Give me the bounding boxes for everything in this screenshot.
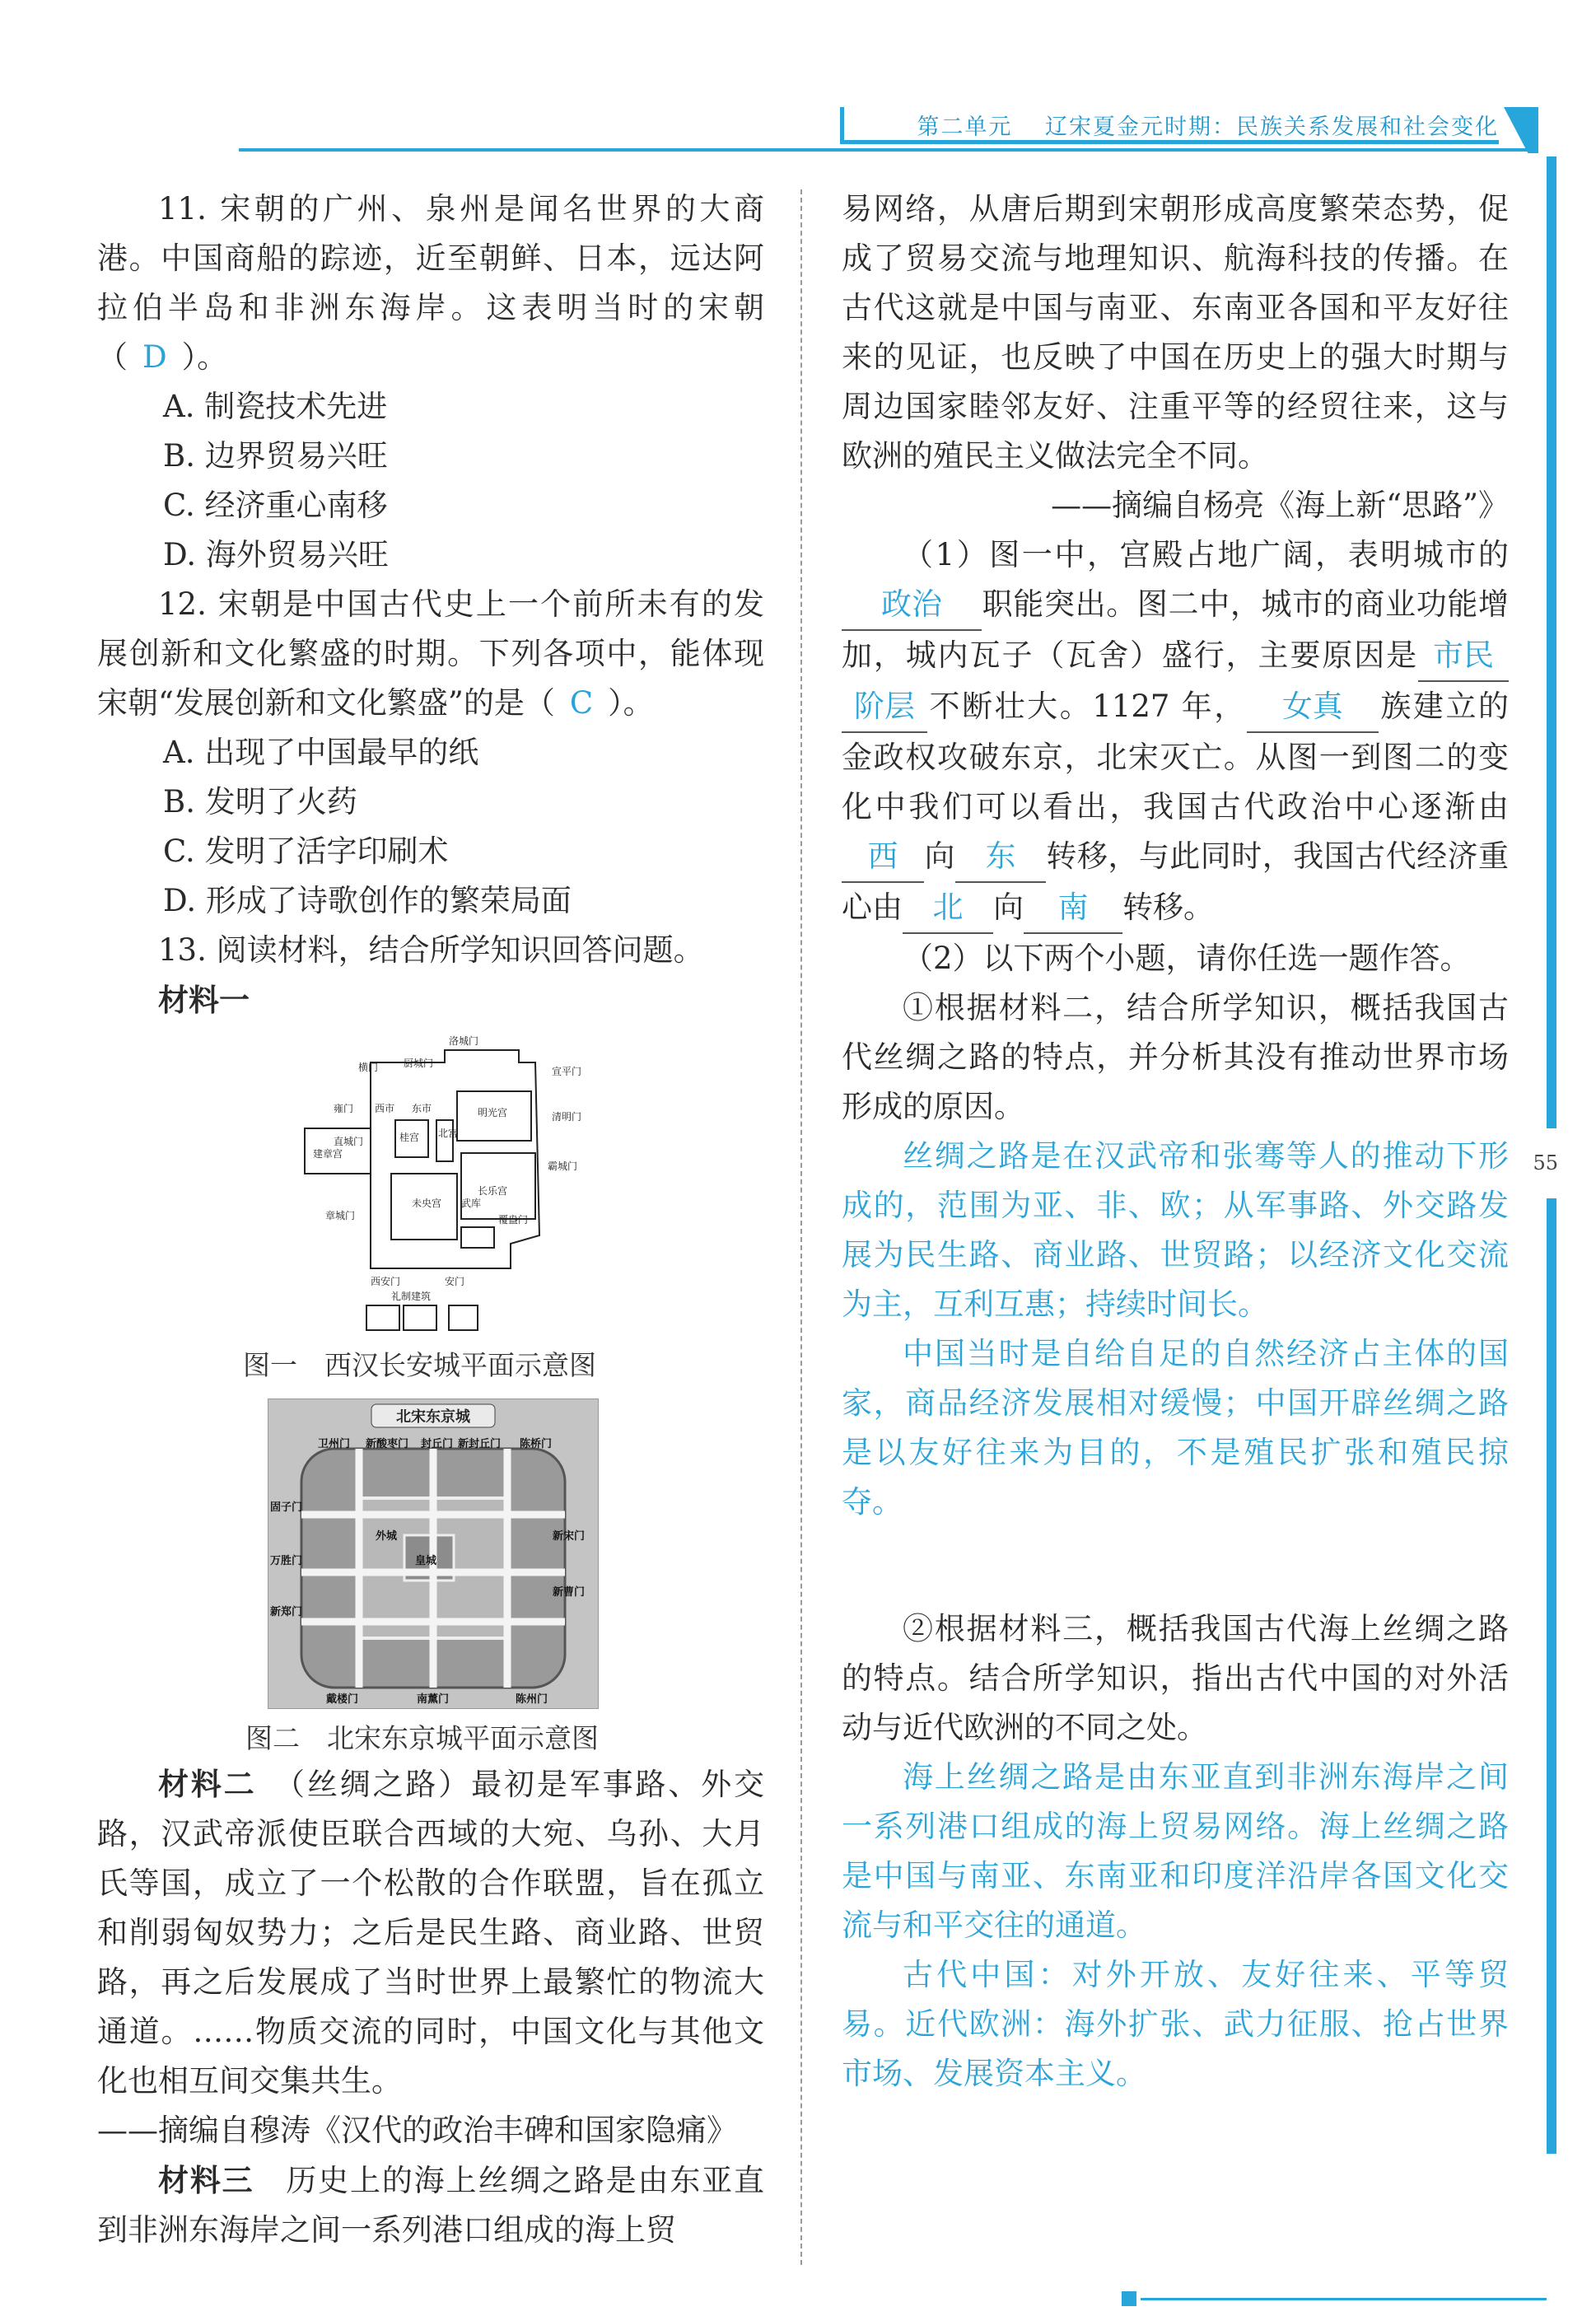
fig1-label-3: 宣平门 [552,1066,582,1077]
option-b-answer-p2: 古代中国：对外开放、友好往来、平等贸易。近代欧洲：海外扩张、武力征服、抢占世界市场、发展资本主义。 [842,1957,1509,2091]
fig1-label-16: 武库 [461,1198,482,1209]
fig1-label-20: 安门 [445,1276,465,1287]
fig1-label-13: 长乐宫 [478,1185,508,1197]
blank-4: 西 [842,832,924,883]
fig2-label-1: 新酸枣门 [366,1438,409,1450]
header-title: 辽宋夏金元时期：民族关系发展和社会变化 [1045,114,1499,140]
material3-source: ——摘编自杨亮《海上新“思路”》 [1051,488,1509,523]
q12-option-b: B. 发明了火药 [163,784,357,819]
fig1-label-9: 北宫 [438,1128,459,1139]
running-header [917,109,1499,141]
sub-question-2: （2）以下两个小题，请你任选一题作答。 [903,941,1471,976]
option-a-answer-p2: 中国当时是自给自足的自然经济占主体的国家，商品经济发展相对缓慢；中国开辟丝绸之路是以友好往来为目的，不是殖民扩张和殖民掠夺。 [842,1336,1509,1520]
fig1-label-21: 礼制建筑 [391,1291,432,1302]
q11-option-c: C. 经济重心南移 [163,488,388,523]
q13-stem: 13. 阅读材料，结合所学知识回答问题。 [158,932,704,968]
fig1-label-6: 东市 [412,1103,432,1114]
q11-option-d: D. 海外贸易兴旺 [163,537,389,572]
blank-7: 南 [1024,883,1122,934]
q12-stem: 12. 宋朝是中国古代史上一个前所未有的发展创新和文化繁盛的时期。下列各项中，能体现宋朝“发展创新和文化繁盛”的是（ C ）。 [97,586,764,721]
q12-option-c: C. 发明了活字印刷术 [163,833,449,869]
left-column-bottom [97,1759,764,2255]
fig1-label-11: 直城门 [334,1136,364,1147]
fig1-label-5: 西市 [375,1103,395,1114]
blank-2a: 市民 [1418,631,1509,682]
fig1-label-17: 章城门 [325,1210,356,1221]
blank-2b: 阶层 [842,682,927,733]
fig2-label-8: 外城 [376,1530,398,1543]
option-b-question: ②根据材料三，概括我国古代海上丝绸之路的特点。结合所学知识，指出古代中国的对外活动与近代欧洲的不同之处。 [842,1611,1509,1745]
figure2-map [268,1398,599,1709]
fig1-label-15: 未央宫 [412,1198,442,1209]
fig1-label-1: 横门 [358,1062,379,1073]
material3-continued: 易网络，从唐后期到宋朝形成高度繁荣态势，促成了贸易交流与地理知识、航海科技的传播。在古代这就是中国与南亚、东南亚各国和平友好往来的见证，也反映了中国在历史上的强大时期与周边国家睦邻友好、注重平等的经贸往来，这与欧洲的殖民主义做法完全不同。 [842,191,1509,474]
fig1-label-7: 明光宫 [478,1107,508,1118]
fig1-label-2: 厨城门 [404,1058,434,1069]
fig2-label-10: 新宋门 [553,1530,586,1543]
fig1-label-19: 西安门 [371,1276,401,1287]
blank-6: 北 [903,883,993,934]
option-a-answer-p1: 丝绸之路是在汉武帝和张骞等人的推动下形成的，范围为亚、非、欧；从军事路、外交路发展为民生路、商业路、世贸路；以经济文化交流为主，互利互惠；持续时间长。 [842,1138,1509,1322]
blank-5: 东 [955,832,1046,883]
option-a-question: ①根据材料二，结合所学知识，概括我国古代丝绸之路的特点，并分析其没有推动世界市场形成的原因。 [842,990,1509,1124]
footer-dot [1122,2291,1136,2306]
fig1-label-8: 桂宫 [399,1132,420,1143]
sub-question-1: （1）图一中，宫殿占地广阔，表明城市的政治 职能突出。图二中，城市的商业功能增加，城内瓦子（瓦舍）盛行，主要原因是 市民阶层 不断壮大。1127 年， 女真 族建立的金政权攻破东京，北宋灭亡。从图一到图二的变化中我们可以看出，我国古代政治中心逐渐由西 向 东 转移，与此同时，我国古代经济重心由 北 向 南 转移。 [842,530,1509,934]
q12-answer: C [569,685,594,721]
fig2-label-4: 陈桥门 [520,1438,553,1450]
option-b-answer-p1: 海上丝绸之路是由东亚直到非洲东海岸之间一系列港口组成的海上贸易网络。海上丝绸之路是中国与南亚、东南亚和印度洋沿岸各国文化交流与和平交往的通道。 [842,1759,1509,1943]
fig2-label-7: 新郑门 [270,1606,303,1618]
header-rule [239,148,1530,152]
fig1-label-10: 清明门 [552,1111,582,1123]
fig2-label-6: 万胜门 [270,1555,303,1567]
fig2-label-3: 新封丘门 [458,1438,502,1450]
material2 [97,1759,764,2106]
header-corner-tab [1504,107,1538,153]
material2-text: （丝绸之路）最初是军事路、外交路，汉武帝派使臣联合西域的大宛、乌孙、大月氏等国，成立了一个松散的合作联盟，旨在孤立和削弱匈奴势力；之后是民生路、商业路、世贸路，再之后发展成了当时世界上最繁忙的物流大通道。……物质交流的同时，中国文化与其他文化也相互间交集共生。 [97,1767,765,2099]
q11-option-a: A. 制瓷技术先进 [163,389,388,424]
right-column [842,184,1509,1527]
fig2-label-11: 新曹门 [553,1586,586,1599]
q11-answer: D [142,339,167,375]
option-b-answer [842,1753,1509,2099]
material3-text: 历史上的海上丝绸之路是由东亚直到非洲东海岸之间一系列港口组成的海上贸 [97,2163,765,2248]
fig2-label-9: 皇城 [415,1555,437,1567]
side-bar-top [1547,156,1556,1128]
material1-label: 材料一 [158,982,250,1018]
fig2-title: 北宋东京城 [396,1408,470,1426]
fig2-label-2: 封丘门 [421,1438,454,1450]
q12-option-d: D. 形成了诗歌创作的繁荣局面 [163,883,572,918]
fig2-label-0: 卫州门 [318,1438,351,1450]
q11-stem: 11. 宋朝的广州、泉州是闻名世界的大商港。中国商船的踪迹，近至朝鲜、日本，远达阿拉伯半岛和非洲东海岸。这表明当时的宋朝（ D ）。 [97,191,764,375]
blank-1: 政治 [842,580,982,631]
q11-option-b: B. 边界贸易兴旺 [163,438,388,474]
right-column-lower [842,1604,1509,2099]
column-divider [800,189,802,2265]
q12-option-a: A. 出现了中国最早的纸 [163,735,479,770]
material3 [97,2155,764,2255]
fig1-label-18: 覆盎门 [498,1214,529,1226]
material2-label: 材料二 [158,1766,257,1802]
left-column-top [97,184,764,1025]
fig1-label-12: 建章宫 [313,1148,343,1160]
blank-3: 女真 [1247,682,1379,733]
fig2-label-5: 固子门 [270,1501,303,1514]
header-unit: 第二单元 [917,114,1013,140]
material2-source: ——摘编自穆涛《汉代的政治丰碑和国家隐痛》 [97,2113,737,2148]
fig1-label-14: 霸城门 [548,1160,578,1172]
fig1-label-0: 洛城门 [449,1035,479,1047]
fig2-label-14: 陈州门 [516,1693,548,1706]
figure1-caption: 图一 西汉长安城平面示意图 [243,1349,596,1381]
figure2-caption: 图二 北宋东京城平面示意图 [245,1722,599,1754]
fig2-label-13: 南薰门 [417,1693,450,1706]
fig2-label-12: 戴楼门 [326,1693,359,1706]
figure1-map [288,1030,618,1334]
footer-rule [1141,2298,1547,2300]
option-a-answer [842,1132,1509,1527]
page-number: 55 [1533,1151,1558,1174]
fig1-label-4: 雍门 [334,1103,354,1114]
side-bar-bottom [1547,1198,1556,2154]
material3-label: 材料三 [158,2162,254,2198]
